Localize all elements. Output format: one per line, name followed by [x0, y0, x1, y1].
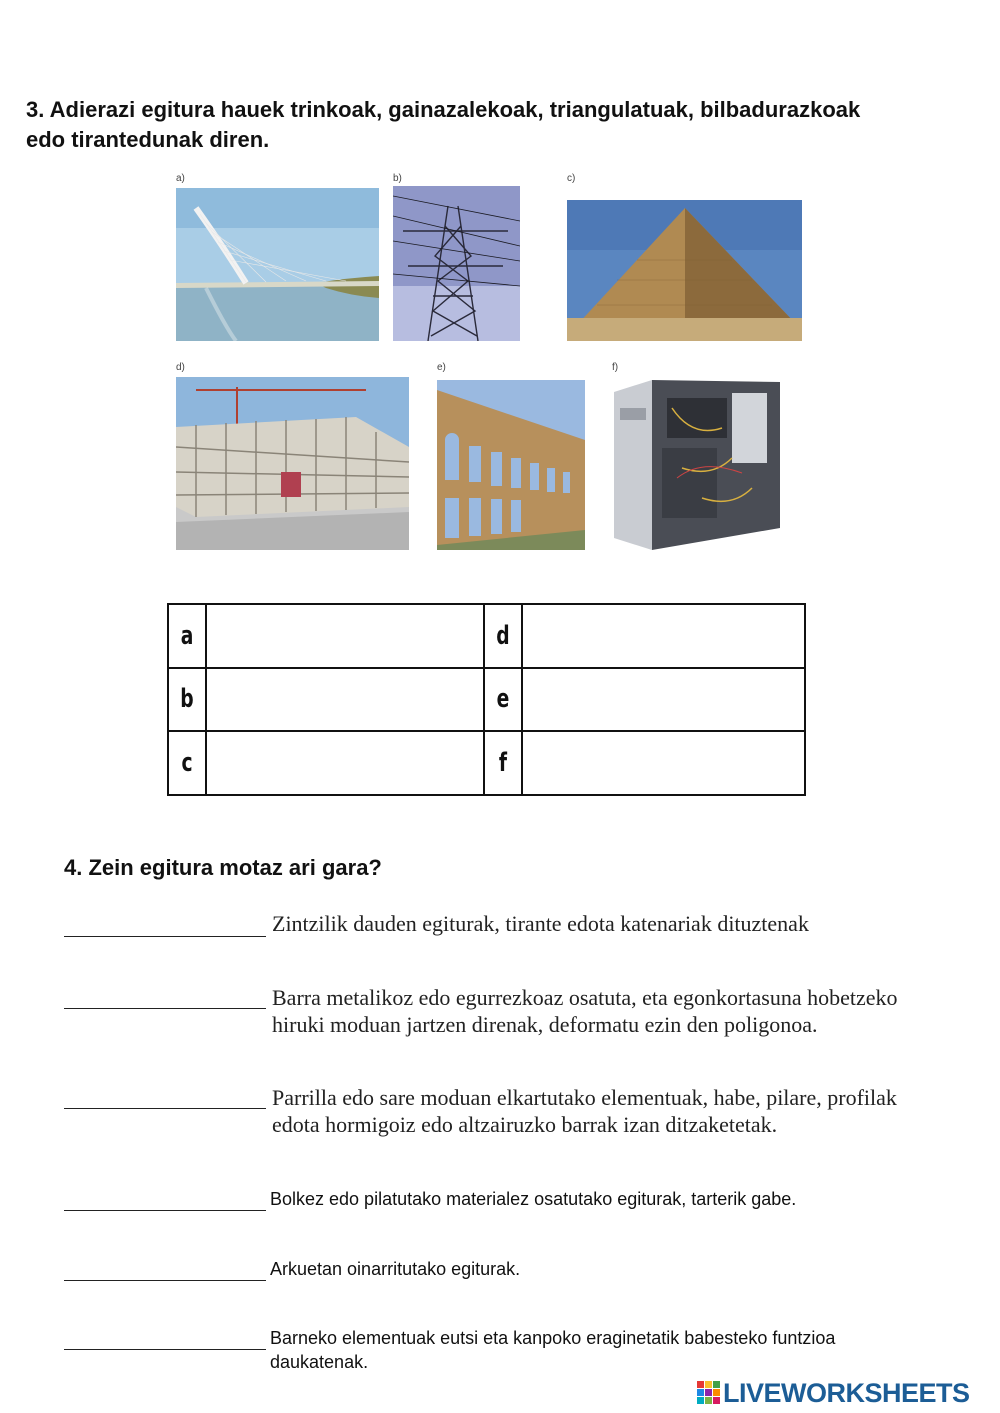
question-3-title [26, 95, 996, 155]
letter-cell-a: a [172, 604, 202, 668]
definition-1-line1: Zintzilik dauden egiturak, tirante edota katenariak dituztenak [272, 911, 809, 936]
blank-line-2[interactable] [64, 984, 266, 1009]
liveworksheets-logo-icon [697, 1381, 721, 1405]
cable-stayed-bridge-image [176, 188, 379, 341]
answer-blank-2[interactable] [64, 984, 270, 1010]
answer-blank-3[interactable] [64, 1084, 270, 1110]
electricity-pylon-image [393, 186, 520, 341]
answer-blank-4[interactable] [64, 1186, 270, 1212]
letter-cell-b: b [172, 668, 202, 732]
definition-6-line2: daukatenak. [270, 1352, 369, 1372]
computer-case-image [612, 378, 782, 550]
image-label-a: a) [176, 173, 185, 184]
image-label-b: b) [393, 173, 402, 184]
answer-input-f[interactable] [523, 733, 804, 793]
blank-line-4[interactable] [64, 1186, 266, 1211]
definition-2 [272, 984, 962, 1038]
answer-cell-a[interactable] [206, 604, 484, 668]
definition-6 [270, 1326, 960, 1374]
letter-cell-f: f [488, 731, 518, 795]
blank-line-1[interactable] [64, 912, 266, 937]
definition-1 [272, 910, 962, 937]
answer-cell-c[interactable] [206, 731, 484, 795]
question-4-title: 4. Zein egitura motaz ari gara? [64, 855, 382, 880]
blank-line-5[interactable] [64, 1256, 266, 1281]
definition-4-line1: Bolkez edo pilatutako materialez osatutako egiturak, tarterik gabe. [270, 1189, 797, 1209]
table-row [168, 668, 805, 732]
question-3-title-line1: 3. Adierazi egitura hauek trinkoak, gainazalekoak, triangulatuak, bilbadurazkoak [26, 97, 861, 122]
logo-text: LIVEWORKSHEETS [723, 1377, 970, 1408]
image-label-d: d) [176, 362, 185, 373]
definition-5 [270, 1257, 960, 1281]
letter-cell-c: c [172, 731, 202, 795]
image-label-e: e) [437, 362, 446, 373]
blank-line-6[interactable] [64, 1325, 266, 1350]
definition-6-line1: Barneko elementuak eutsi eta kanpoko eraginetatik babesteko funtzioa [270, 1328, 836, 1348]
pyramid-image [567, 200, 802, 341]
answer-input-b[interactable] [207, 669, 483, 729]
definition-4 [270, 1187, 960, 1211]
table-row [168, 731, 805, 795]
definition-5-line1: Arkuetan oinarritutako egiturak. [270, 1259, 521, 1279]
image-label-f: f) [612, 362, 619, 373]
answer-input-d[interactable] [523, 606, 804, 666]
answer-blank-5[interactable] [64, 1256, 270, 1282]
definition-3-line1: Parrilla edo sare moduan elkartutako elementuak, habe, pilare, profilak [272, 1085, 897, 1110]
answer-cell-e[interactable] [522, 668, 805, 732]
image-label-c: c) [567, 173, 576, 184]
answer-cell-d[interactable] [522, 604, 805, 668]
blank-line-3[interactable] [64, 1084, 266, 1109]
question-3-title-line2: edo tirantedunak diren. [26, 127, 270, 152]
aqueduct-image [437, 380, 585, 550]
definition-2-line1: Barra metalikoz edo egurrezkoaz osatuta, eta egonkortasuna hobetzeko [272, 985, 898, 1010]
answer-blank-1[interactable] [64, 912, 270, 938]
definition-3-line2: edota hormigoiz edo altzairuzko barrak izan ditzaketetak. [272, 1112, 778, 1137]
answer-input-a[interactable] [207, 606, 483, 666]
answer-cell-b[interactable] [206, 668, 484, 732]
definition-3 [272, 1084, 962, 1138]
building-frame-construction-image [176, 377, 409, 550]
letter-cell-d: d [488, 604, 518, 668]
letter-cell-e: e [488, 668, 518, 732]
table-row [168, 604, 805, 668]
liveworksheets-logo [697, 1378, 970, 1408]
definition-2-line2: hiruki moduan jartzen direnak, deformatu ezin den poligonoa. [272, 1012, 818, 1037]
answer-input-e[interactable] [523, 669, 804, 729]
answer-cell-f[interactable] [522, 731, 805, 795]
answer-blank-6[interactable] [64, 1325, 270, 1351]
answer-table [167, 603, 806, 796]
answer-input-c[interactable] [207, 733, 483, 793]
